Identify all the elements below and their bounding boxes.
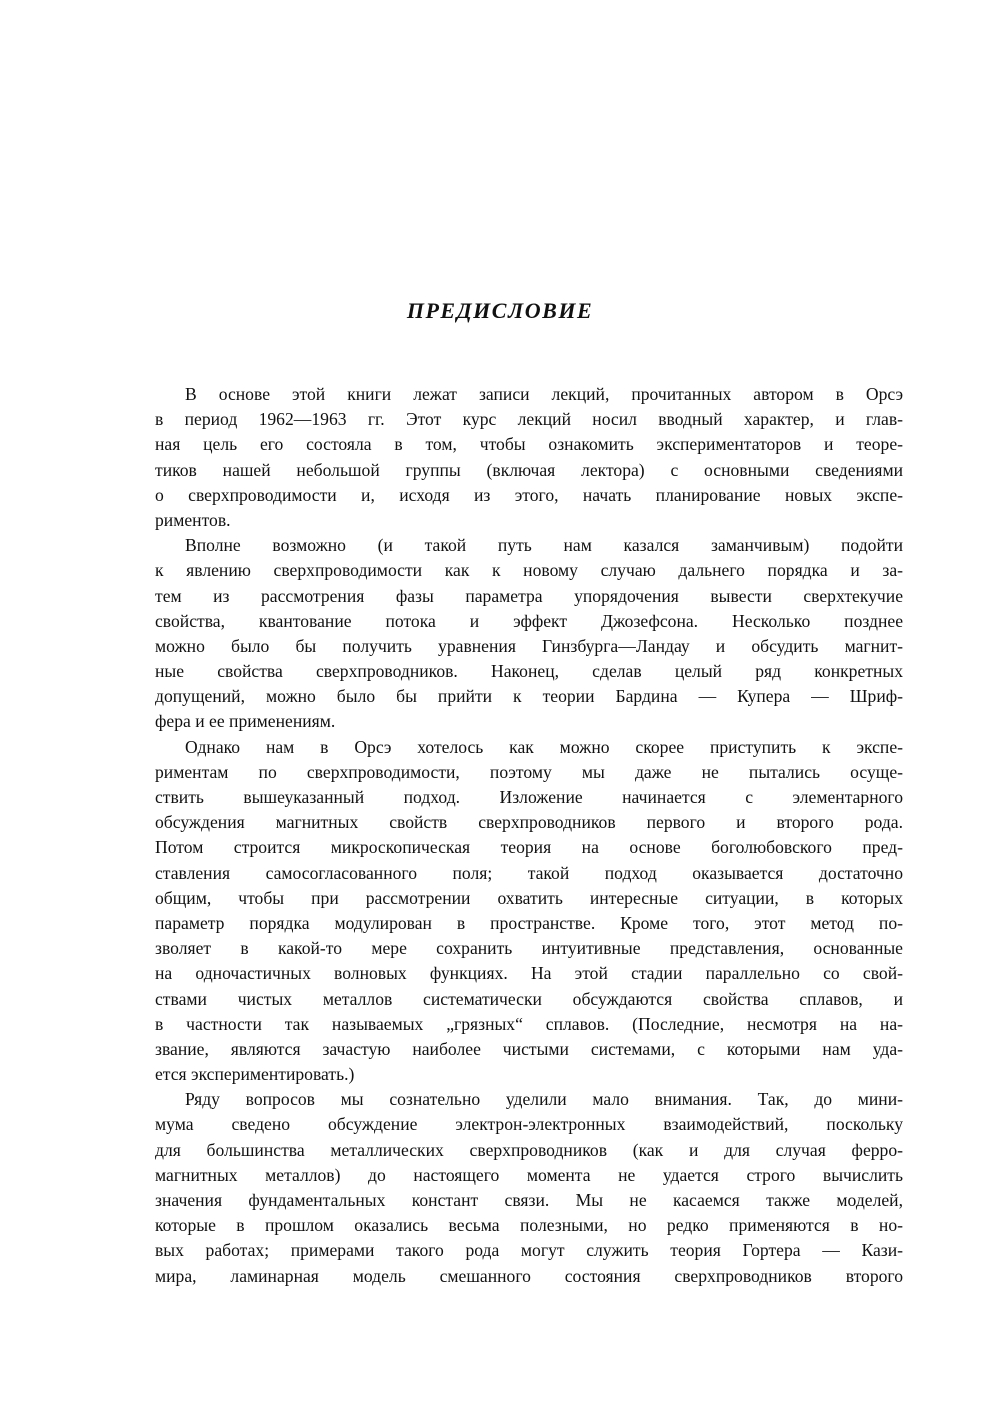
text-line: Однако нам в Орсэ хотелось как можно скорее приступить к экспе- [185, 736, 903, 757]
text-line: фера и ее применениям. [155, 711, 336, 732]
text-line: для большинства металлических сверхпроводников (как и для случая ферро- [155, 1139, 903, 1160]
text-line: которые в прошлом оказались весьма полезными, но редко применяются в но- [155, 1215, 903, 1236]
body-text [155, 382, 903, 1289]
text-line: ется экспериментировать.) [155, 1064, 355, 1085]
text-line: значения фундаментальных констант связи. Мы не касаемся также моделей, [155, 1190, 903, 1210]
text-line: Ряду вопросов мы сознательно уделили мало внимания. Так, до мини- [185, 1089, 903, 1110]
text-line: в период 1962—1963 гг. Этот курс лекций носил вводный характер, и глав- [155, 409, 903, 430]
text-line: свойства, квантование потока и эффект Джозефсона. Несколько позднее [155, 610, 903, 631]
paragraph [155, 533, 903, 735]
page-title: ПРЕДИСЛОВИЕ [406, 298, 594, 323]
text-line: тиков нашей небольшой группы (включая лектора) с основными сведениями [155, 459, 903, 480]
text-line: допущений, можно было бы прийти к теории Бардина — Купера — Шриф- [155, 686, 903, 707]
text-line: параметр порядка модулирован в пространстве. Кроме того, этот метод по- [155, 912, 903, 933]
paragraph [155, 382, 903, 533]
text-line: общим, чтобы при рассмотрении охватить интересные ситуации, в которых [155, 887, 903, 908]
text-line: ные свойства сверхпроводников. Наконец, сделав целый ряд конкретных [155, 661, 903, 682]
text-line: мира, ламинарная модель смешанного состояния сверхпроводников второго [155, 1265, 903, 1286]
text-line: ствами чистых металлов систематически обсуждаются свойства сплавов, и [155, 988, 903, 1009]
text-line: на одночастичных волновых функциях. На этой стадии параллельно со свой- [155, 963, 903, 984]
text-line: Вполне возможно (и такой путь нам казался заманчивым) подойти [185, 535, 903, 556]
text-line: можно было бы получить уравнения Гинзбурга—Ландау и обсудить магнит- [155, 635, 903, 656]
text-line: звание, являются зачастую наиболее чистыми системами, с которыми нам уда- [155, 1038, 903, 1059]
text-line: о сверхпроводимости и, исходя из этого, начать планирование новых экспе- [155, 484, 903, 505]
text-line: к явлению сверхпроводимости как к новому случаю дальнего порядка и за- [155, 560, 903, 581]
text-line: Потом строится микроскопическая теория на основе боголюбовского пред- [155, 837, 903, 858]
text-line: ставления самосогласованного поля; такой подход оказывается достаточно [155, 862, 903, 883]
text-line: риментов. [155, 509, 231, 530]
text-line: в частности так называемых „грязных“ сплавов. (Последние, несмотря на на- [155, 1013, 903, 1034]
text-line: обсуждения магнитных свойств сверхпроводников первого и второго рода. [155, 812, 903, 833]
text-line: вых работах; примерами такого рода могут служить теория Гортера — Кази- [155, 1240, 903, 1261]
text-line: В основе этой книги лежат записи лекций, прочитанных автором в Орсэ [185, 384, 903, 404]
paragraph [155, 1087, 903, 1289]
text-line: риментам по сверхпроводимости, поэтому мы даже не пытались осуще- [155, 761, 903, 782]
text-line: мума сведено обсуждение электрон-электронных взаимодействий, поскольку [155, 1114, 903, 1135]
text-line: магнитных металлов) до настоящего момента не удается строго вычислить [155, 1164, 903, 1185]
text-line: зволяет в какой-то мере сохранить интуитивные представления, основанные [155, 938, 903, 959]
text-line: тем из рассмотрения фазы параметра упорядочения вывести сверхтекучие [155, 585, 903, 606]
paragraph [155, 735, 903, 1088]
text-line: ствить вышеуказанный подход. Изложение начинается с элементарного [155, 787, 903, 807]
text-line: ная цель его состояла в том, чтобы ознакомить экспериментаторов и теоре- [155, 434, 903, 455]
